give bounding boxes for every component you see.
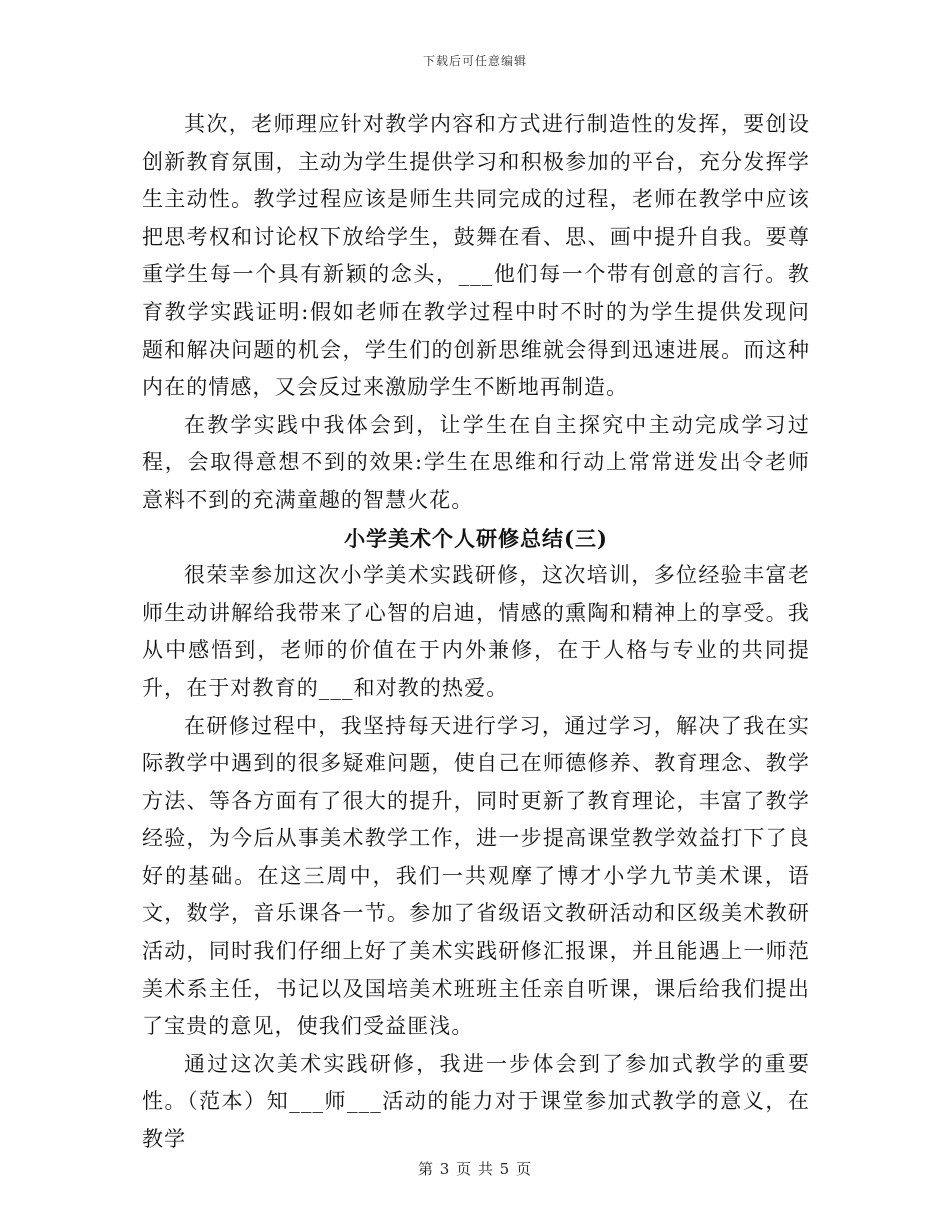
- paragraph: 在研修过程中，我坚持每天进行学习，通过学习，解决了我在实际教学中遇到的很多疑难问题，使自己在师德修养、教育理念、教学方法、等各方面有了很大的提升，同时更新了教育理论，丰富了教学经验，为今后从事美术教学工作，进一步提高课堂教学效益打下了良好的基础。在这三周中，我们一共观摩了博才小学九节美术课，语文，数学，音乐课各一节。参加了省级语文教研活动和区级美术教研活动，同时我们仔细上好了美术实践研修汇报课，并且能遇上一师范美术系主任，书记以及国培美术班班主任亲自听课，课后给我们提出了宝贵的意见，使我们受益匪浅。: [142, 713, 810, 1039]
- page-header: 下载后可任意编辑: [422, 54, 527, 68]
- page-number: 第 3 页 共 5 页: [418, 1160, 532, 1178]
- paragraph: 在教学实践中我体会到，让学生在自主探究中主动完成学习过程，会取得意想不到的效果:学生在思维和行动上常常迸发出令老师意料不到的充满童趣的智慧火花。: [142, 412, 810, 512]
- section-title: 小学美术个人研修总结(三): [344, 525, 608, 551]
- paragraph: 通过这次美术实践研修，我进一步体会到了参加式教学的重要性。（范本）知___师___活动的能力对于课堂参加式教学的意义，在教学: [142, 1051, 810, 1152]
- paragraph: 其次，老师理应针对教学内容和方式进行制造性的发挥，要创设创新教育氛围，主动为学生提供学习和积极参加的平台，充分发挥学生主动性。教学过程应该是师生共同完成的过程，老师在教学中应该把思考权和讨论权下放给学生，鼓舞在看、思、画中提升自我。要尊重学生每一个具有新颖的念头，___他们每一个带有创意的言行。教育教学实践证明:假如老师在教学过程中时不时的为学生提供发现问题和解决问题的机会，学生们的创新思维就会得到迅速进展。而这种内在的情感，又会反过来激励学生不断地再制造。: [142, 112, 810, 400]
- paragraph: 很荣幸参加这次小学美术实践研修，这次培训，多位经验丰富老师生动讲解给我带来了心智的启迪，情感的熏陶和精神上的享受。我从中感悟到，老师的价值在于内外兼修，在于人格与专业的共同提升，在于对教育的___和对教的热爱。: [142, 563, 810, 700]
- document-body: [142, 106, 810, 1159]
